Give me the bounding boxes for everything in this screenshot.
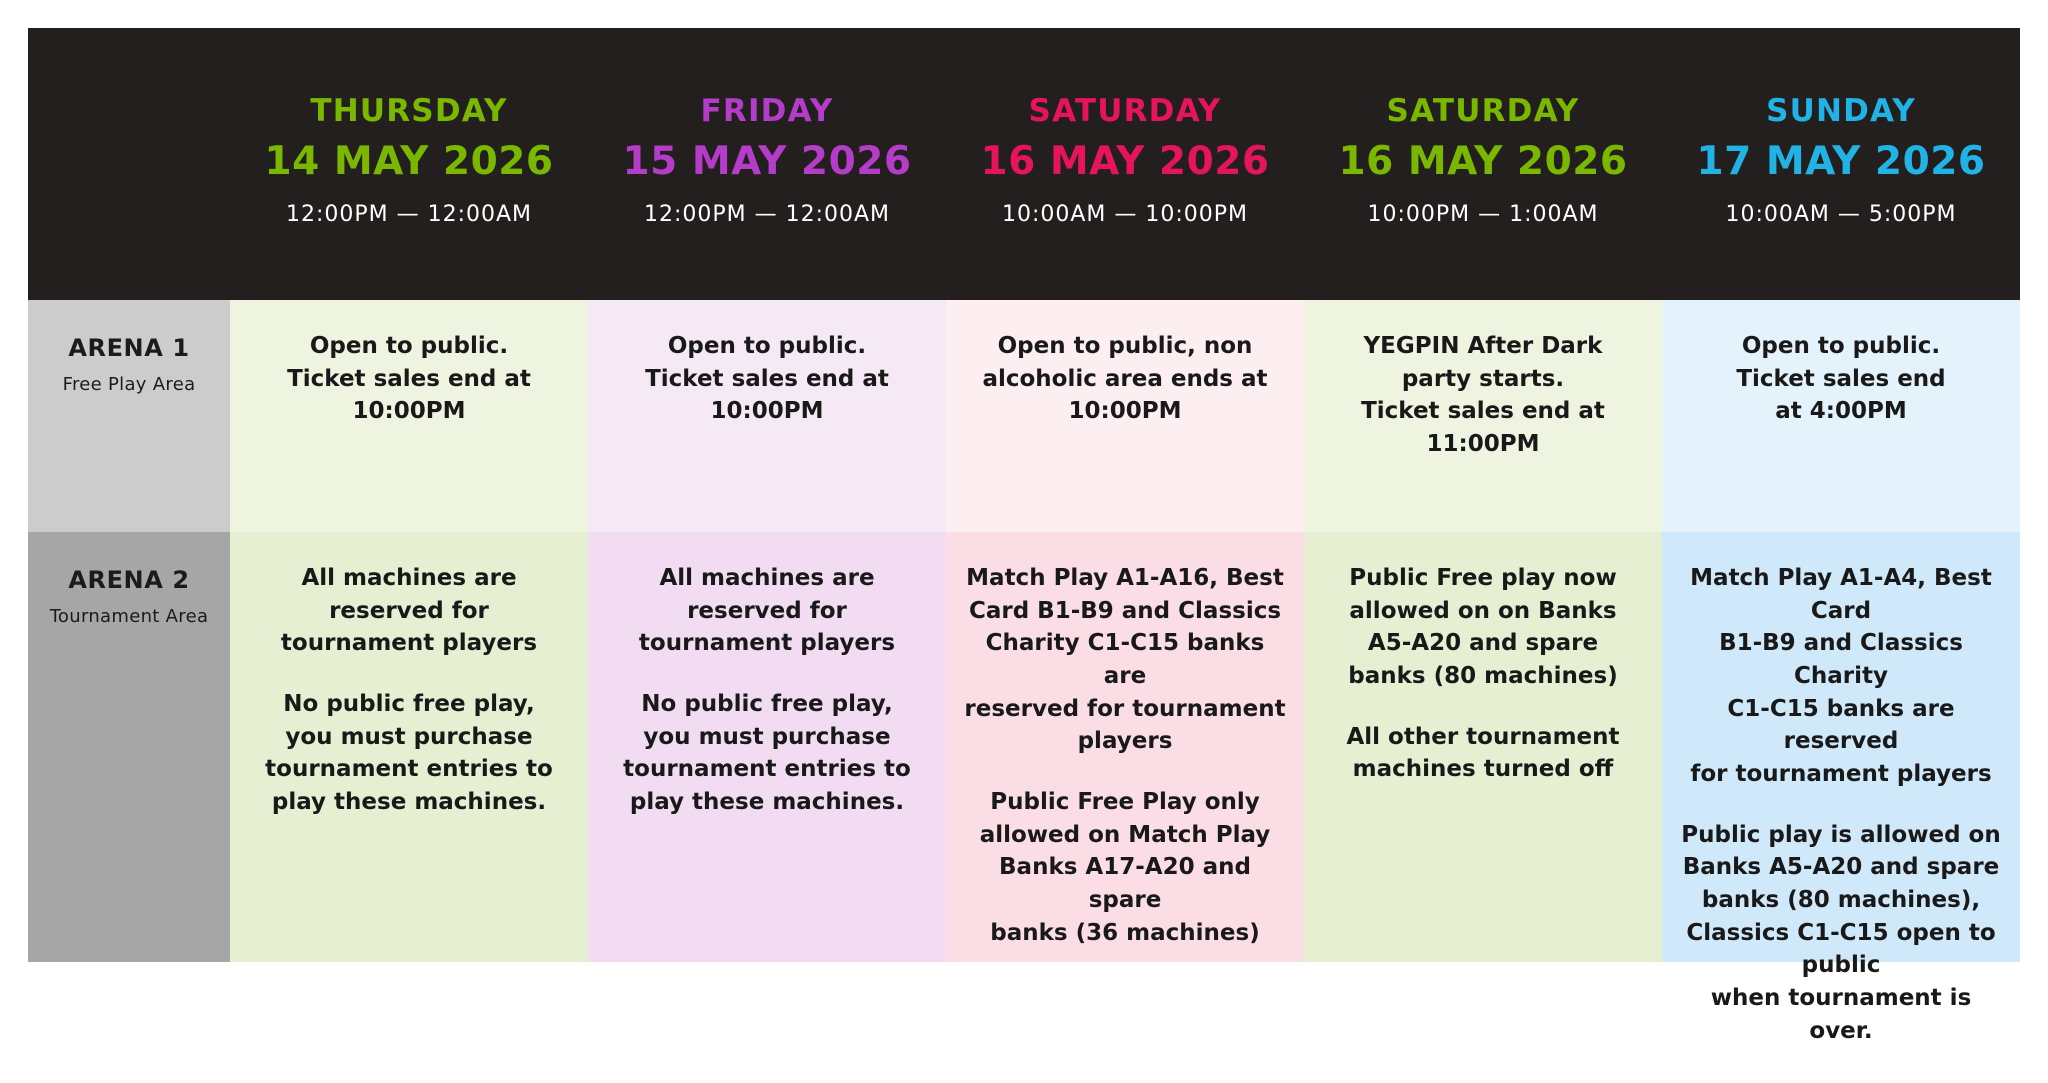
header-cell-thursday (230, 28, 588, 300)
cell-paragraph: YEGPIN After Dark party starts. Ticket sales end at 11:00PM (1361, 333, 1605, 457)
row-label-arena-2 (28, 532, 230, 962)
day-name: THURSDAY (310, 93, 508, 129)
day-date: 15 MAY 2026 (622, 139, 912, 184)
cell-paragraph: No public free play, you must purchase tournament entries to play these machines. (623, 690, 911, 815)
row-arena-1 (28, 300, 2020, 532)
cell-arena1-thursday (230, 300, 588, 532)
day-date: 17 MAY 2026 (1696, 139, 1986, 184)
schedule-header-row (28, 28, 2020, 300)
cell-arena2-friday (588, 532, 946, 962)
cell-paragraph: All machines are reserved for tournament players (638, 565, 896, 657)
cell-paragraph: Open to public. Ticket sales end at 10:00PM (287, 333, 531, 425)
cell-arena1-friday (588, 300, 946, 532)
day-date: 14 MAY 2026 (264, 139, 554, 184)
cell-arena2-saturday-day (946, 532, 1304, 962)
header-corner-cell (28, 28, 230, 300)
cell-paragraph: Open to public. Ticket sales end at 10:00PM (645, 333, 889, 425)
cell-arena2-sunday (1662, 532, 2020, 1044)
day-hours: 10:00AM — 5:00PM (1725, 202, 1957, 227)
day-date: 16 MAY 2026 (1338, 139, 1628, 184)
row-arena-2 (28, 532, 2020, 1044)
day-hours: 12:00PM — 12:00AM (285, 202, 533, 227)
day-name: SATURDAY (1386, 93, 1580, 129)
row-subtitle: Free Play Area (62, 374, 196, 395)
cell-paragraph: Public Free play now allowed on on Banks A5-A20 and spare banks (80 machines) (1348, 565, 1618, 689)
header-cell-saturday-day (946, 28, 1304, 300)
day-date: 16 MAY 2026 (980, 139, 1270, 184)
header-cell-sunday (1662, 28, 2020, 300)
row-title: ARENA 2 (68, 566, 190, 594)
day-name: SUNDAY (1766, 93, 1916, 129)
cell-arena1-sunday (1662, 300, 2020, 532)
cell-arena2-thursday (230, 532, 588, 962)
day-hours: 12:00PM — 12:00AM (643, 202, 891, 227)
header-cell-friday (588, 28, 946, 300)
cell-arena2-saturday-night (1304, 532, 1662, 962)
cell-paragraph: All other tournament machines turned off (1346, 723, 1620, 783)
cell-paragraph: Match Play A1-A16, Best Card B1-B9 and Classics Charity C1-C15 banks are reserved for tournament players (964, 565, 1286, 755)
cell-paragraph: Match Play A1-A4, Best Card B1-B9 and Classics Charity C1-C15 banks are reserved for tournament players (1690, 565, 1992, 787)
cell-paragraph: Open to public, non alcoholic area ends at 10:00PM (982, 333, 1268, 425)
day-name: SATURDAY (1028, 93, 1222, 129)
cell-arena1-saturday-day (946, 300, 1304, 532)
cell-paragraph: Public play is allowed on Banks A5-A20 and spare banks (80 machines), Classics C1-C15 open to public when tournament is over. (1681, 821, 2001, 1044)
header-cell-saturday-night (1304, 28, 1662, 300)
cell-paragraph: No public free play, you must purchase tournament entries to play these machines. (265, 690, 553, 815)
cell-paragraph: Open to public. Ticket sales end at 4:00PM (1736, 333, 1946, 425)
day-hours: 10:00AM — 10:00PM (1001, 202, 1249, 227)
day-name: FRIDAY (700, 93, 834, 129)
row-title: ARENA 1 (68, 334, 190, 362)
cell-paragraph: All machines are reserved for tournament players (280, 565, 538, 657)
cell-arena1-saturday-night (1304, 300, 1662, 532)
day-hours: 10:00PM — 1:00AM (1367, 202, 1599, 227)
row-subtitle: Tournament Area (49, 606, 209, 627)
cell-paragraph: Public Free Play only allowed on Match Play Banks A17-A20 and spare banks (36 machines) (979, 788, 1271, 946)
row-label-arena-1 (28, 300, 230, 532)
schedule-table (28, 28, 2020, 1044)
